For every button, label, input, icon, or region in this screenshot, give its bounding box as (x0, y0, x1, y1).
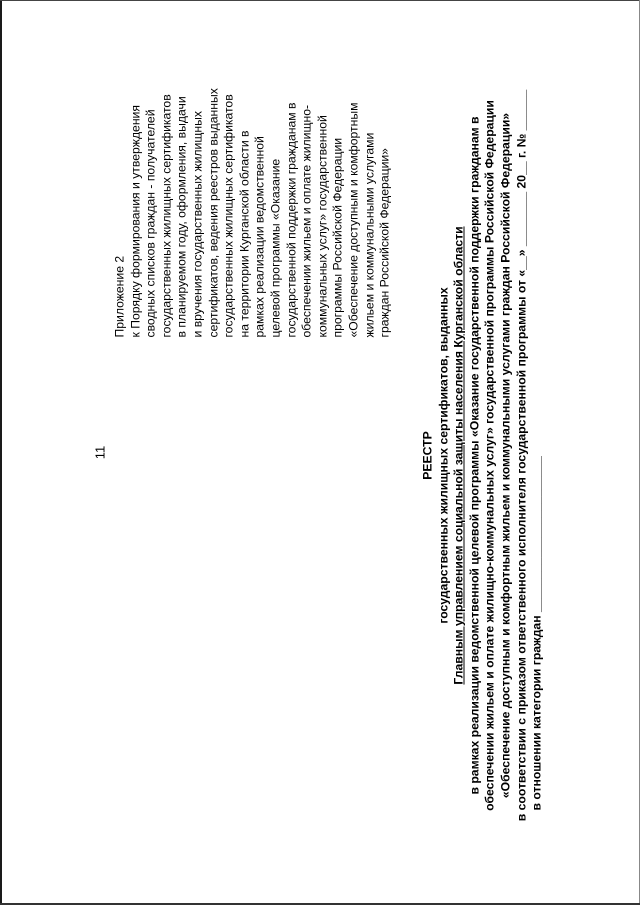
program-line: в рамках реализации ведомственной целевой программы «Оказание государственной поддержки гражданам в (466, 115, 481, 795)
issuing-authority: Главным управлением социальной защиты населения Курганской области (451, 225, 466, 685)
appendix-line: Приложение 2 (112, 255, 126, 337)
registry-title-block (420, 65, 545, 845)
appendix-line: государственных жилищных сертификатов (158, 93, 173, 337)
registry-heading: РЕЕСТР (420, 430, 434, 480)
appendix-line: целевой программы «Оказание (267, 158, 282, 337)
program-line: обеспечении жильем и оплате жилищно-коммунальных услуг» государственной программы Российской Федерации (482, 99, 497, 811)
appendix-line: в планируемом году, оформления, выдачи (174, 95, 189, 337)
citizen-category-line: в отношении категории граждан _______________________ (529, 455, 544, 810)
appendix-line: государственных жилищных сертификатов (221, 93, 236, 337)
appendix-line: сводных списков граждан - получателей (143, 108, 158, 337)
appendix-line: граждан Российской Федерации» (377, 147, 392, 337)
appendix-line: и вручения государственных жилищных (189, 110, 204, 337)
appendix-line: на территории Курганской области в (236, 130, 251, 337)
appendix-line: «Обеспечение доступным и комфортным (345, 101, 360, 337)
order-reference-line: в соответствии с приказом ответственного исполнителя государственной программы от «__» ________ 20__ г. № ______ (513, 89, 528, 821)
appendix-line: рамках реализации ведомственной (252, 135, 267, 337)
registry-subtitle: государственных жилищных сертификатов, выданных (435, 286, 450, 624)
appendix-line: коммунальных услуг» государственной (314, 114, 329, 337)
appendix-line: программы Российской Федерации (330, 137, 345, 337)
program-line: «Обеспечение доступным и комфортным жильем и коммунальными услугами граждан Российской Федерации» (497, 112, 512, 798)
appendix-note (112, 7, 393, 337)
appendix-line: к Порядку формирования и утверждения (127, 104, 142, 337)
appendix-line: сертификатов, ведения реестров выданных (205, 87, 220, 337)
appendix-line: обеспечении жильем и оплате жилищно- (299, 104, 314, 337)
appendix-line: жильем и коммунальными услугами (361, 132, 376, 337)
page-number: 11 (92, 445, 107, 459)
appendix-line: государственной поддержки гражданам в (283, 102, 298, 337)
